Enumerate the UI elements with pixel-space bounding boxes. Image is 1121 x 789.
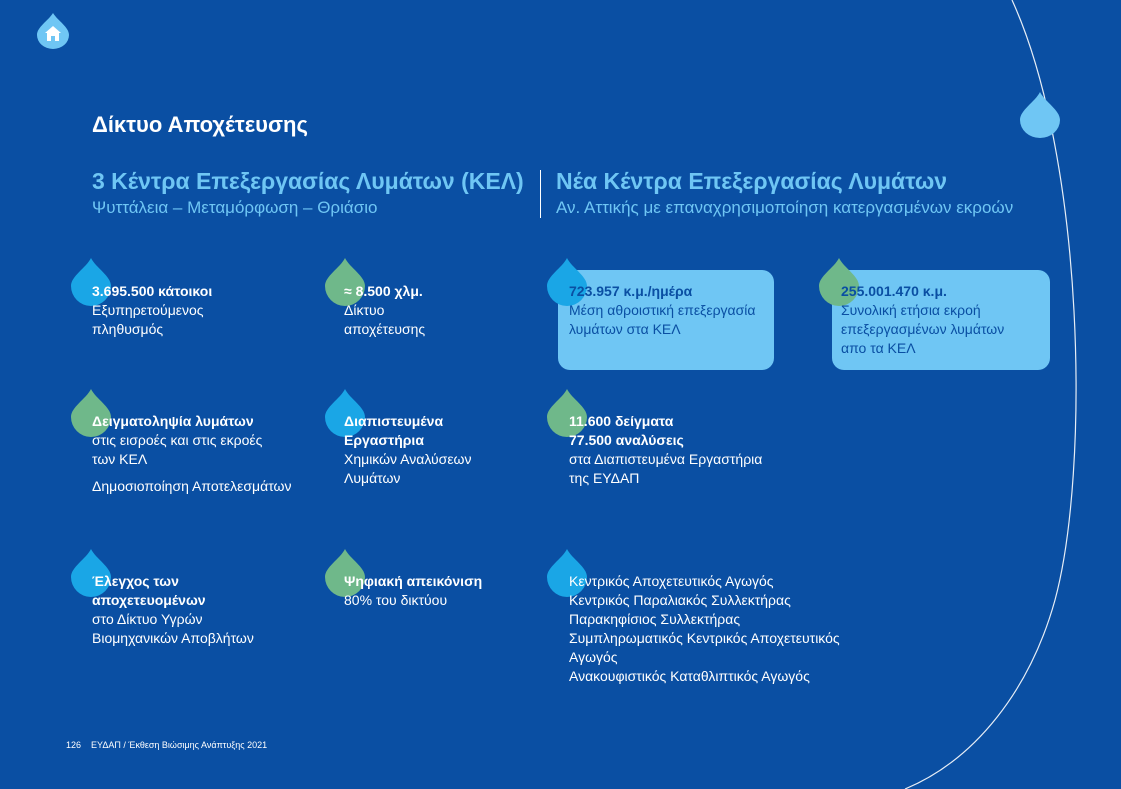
labs-title-line: Διαπιστευμένα	[344, 413, 444, 429]
control-text-line: Βιομηχανικών Αποβλήτων	[92, 630, 254, 646]
footer-text: ΕΥΔΑΠ / Έκθεση Βιώσιμης Ανάπτυξης 2021	[91, 740, 268, 750]
labs-text-line: Λυμάτων	[344, 470, 401, 486]
sampling-item	[92, 412, 291, 496]
mapping-item	[344, 572, 482, 610]
samples-text-line: της ΕΥΔΑΠ	[569, 470, 640, 486]
daily-treatment-value: 723.957 κ.μ./ημέρα	[569, 283, 693, 299]
samples-value: 11.600 δείγματα	[569, 413, 674, 429]
residents-text-line: πληθυσμός	[92, 321, 164, 337]
control-item	[92, 572, 254, 648]
sampling-text-line: στις εισροές και στις εκροές	[92, 432, 263, 448]
analyses-value: 77.500 αναλύσεις	[569, 432, 684, 448]
daily-treatment-stat	[569, 282, 755, 339]
right-column-header	[556, 168, 1013, 218]
annual-outflow-text-line: Συνολική ετήσια εκροή	[841, 302, 981, 318]
left-column-subheading: Ψυττάλεια – Μεταμόρφωση – Θριάσιο	[92, 198, 378, 217]
daily-treatment-text-line: Μέση αθροιστική επεξεργασία	[569, 302, 756, 318]
control-title-line: αποχετευομένων	[92, 592, 206, 608]
residents-text-line: Εξυπηρετούμενος	[92, 302, 204, 318]
list-item: Κεντρικός Αποχετευτικός Αγωγός	[569, 573, 774, 589]
collectors-list	[569, 572, 840, 686]
control-title-line: Έλεγχος των	[92, 573, 179, 589]
labs-title-line: Εργαστήρια	[344, 432, 424, 448]
right-column-subheading: Αν. Αττικής με επαναχρησιμοποίηση κατεργασμένων εκροών	[556, 198, 1014, 217]
list-item: Παρακηφίσιος Συλλεκτήρας	[569, 611, 741, 627]
mapping-text: 80% του δικτύου	[344, 592, 448, 608]
network-value: ≈ 8.500 χλμ.	[344, 283, 423, 299]
list-item: Αγωγός	[569, 649, 618, 665]
control-text-line: στο Δίκτυο Υγρών	[92, 611, 203, 627]
sampling-publication-text: Δημοσιοποίηση Αποτελεσμάτων	[92, 478, 292, 494]
mapping-title: Ψηφιακή απεικόνιση	[344, 573, 483, 589]
list-item: Ανακουφιστικός Καταθλιπτικός Αγωγός	[569, 668, 810, 684]
labs-text-line: Χημικών Αναλύσεων	[344, 451, 472, 467]
network-text-line: αποχέτευσης	[344, 321, 426, 337]
residents-stat	[92, 282, 212, 339]
daily-treatment-text-line: λυμάτων στα ΚΕΛ	[569, 321, 681, 337]
decorative-drop-icon	[1019, 92, 1061, 138]
sampling-title: Δειγματοληψία λυμάτων	[92, 413, 254, 429]
annual-outflow-text-line: επεξεργασμένων λυμάτων	[841, 321, 1005, 337]
residents-value: 3.695.500 κάτοικοι	[92, 283, 213, 299]
column-divider	[540, 170, 541, 218]
list-item: Κεντρικός Παραλιακός Συλλεκτήρας	[569, 592, 791, 608]
annual-outflow-text-line: απο τα ΚΕΛ	[841, 340, 916, 356]
page-title: Δίκτυο Αποχέτευσης	[92, 112, 308, 137]
page-footer	[66, 740, 267, 750]
right-column-heading: Νέα Κέντρα Επεξεργασίας Λυμάτων	[556, 168, 948, 194]
samples-text-line: στα Διαπιστευμένα Εργαστήρια	[569, 451, 763, 467]
annual-outflow-value: 255.001.470 κ.μ.	[841, 283, 947, 299]
sampling-text-line: των ΚΕΛ	[92, 451, 148, 467]
network-text-line: Δίκτυο	[344, 302, 385, 318]
home-icon[interactable]	[36, 13, 70, 49]
list-item: Συμπληρωματικός Κεντρικός Αποχετευτικός	[569, 630, 840, 646]
annual-outflow-stat	[841, 282, 1004, 358]
samples-item	[569, 412, 762, 488]
labs-item	[344, 412, 472, 488]
left-column-heading: 3 Κέντρα Επεξεργασίας Λυμάτων (ΚΕΛ)	[92, 168, 524, 194]
page-number: 126	[66, 740, 82, 750]
left-column-header	[92, 168, 524, 218]
network-stat	[344, 282, 425, 339]
